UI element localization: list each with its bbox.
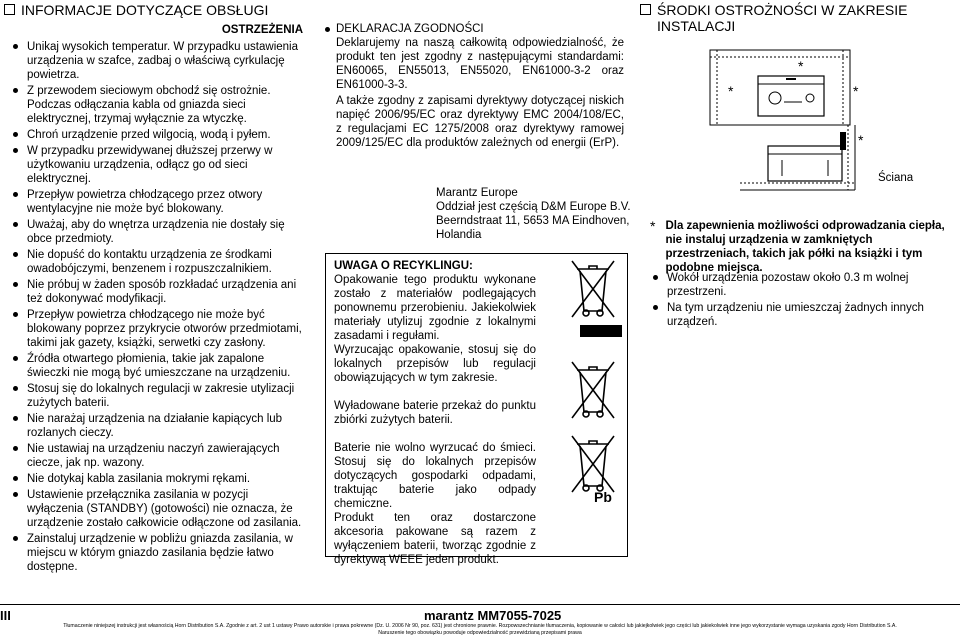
asterisk-mark: *	[728, 83, 734, 99]
installation-list	[650, 271, 956, 329]
list-item: Nie dotykaj kabla zasilania mokrymi rękami.	[10, 472, 306, 486]
recycling-paragraph: Wyrzucając opakowanie, stosuj się do lokalnych przepisów lub regulacji obowiązujących w tym zakresie.	[334, 344, 536, 384]
installation-diagram	[700, 40, 920, 215]
list-item: Ustawienie przełącznika zasilania w pozycji wyłączenia (STANDBY) (gotowości) nie oznacza, że urządzenie zostało całkowicie odłączone od zasilania.	[10, 488, 306, 530]
declaration-paragraph: A także zgodny z zapisami dyrektywy dotyczącej niskich napięć 2006/95/EC oraz dyrektywy EMC 2004/108/EC, z regulacjami EC 1275/2008 oraz dyrektywy ramowej 2009/125/EC dla produktów zależnych od energii (ErP).	[336, 95, 624, 149]
list-item: Na tym urządzeniu nie umieszczaj żadnych innych urządzeń.	[650, 301, 956, 329]
footer-divider	[0, 604, 960, 605]
pb-label: Pb	[594, 489, 612, 505]
list-item: W przypadku przewidywanej dłuższej przerwy w użytkowaniu urządzenia, odłącz go od sieci elektrycznej.	[10, 144, 306, 186]
address-line: Oddział jest częścią D&M Europe B.V.	[436, 201, 631, 213]
asterisk-mark: *	[798, 58, 804, 74]
wall-label: Ściana	[878, 172, 914, 184]
heading-line: ŚRODKI OSTROŻNOŚCI W ZAKRESIE	[657, 2, 908, 18]
checkbox-icon	[4, 4, 15, 15]
list-item: Przepływ powietrza chłodzącego nie może być blokowany poprzez przykrycie otworów przedmiotami, takimi jak gazety, książki, serwetki czy zasłony.	[10, 308, 306, 350]
list-item: Chroń urządzenie przed wilgocią, wodą i pyłem.	[10, 128, 306, 142]
note-text: Dla zapewnienia możliwości odprowadzania ciepła, nie instaluj urządzenia w zamkniętych przestrzeniach, takich jak półki na książki i tym podobne miejsca.	[665, 220, 945, 274]
list-item: Z przewodem sieciowym obchodź się ostrożnie. Podczas odłączania kabla od gniazda sieci elektrycznej, trzymaj wyłącznie za wtyczkę.	[10, 84, 306, 126]
list-item: Źródła otwartego płomienia, takie jak zapalone świeczki nie mogą być umieszczane na urządzeniu.	[10, 352, 306, 380]
warnings-title: OSTRZEŻENIA	[221, 24, 303, 36]
installation-list-wrap	[650, 271, 956, 331]
section-heading-operation	[4, 2, 268, 18]
recycling-paragraph: Produkt ten oraz dostarczone akcesoria pakowane są razem z wyłączeniem baterii, tworząc zgodnie z dyrektywą WEEE jeden produkt.	[334, 512, 536, 566]
heading-text	[657, 2, 907, 34]
warnings-list	[10, 40, 306, 574]
model-name: marantz MM7055-7025	[424, 608, 562, 623]
list-item: Nie próbuj w żaden sposób rozkładać urządzenia ani też dokonywać modyfikacji.	[10, 278, 306, 306]
list-item: Nie narażaj urządzenia na działanie kapiących lub rozlanych cieczy.	[10, 412, 306, 440]
recycling-text	[334, 259, 536, 567]
company-address	[436, 186, 636, 242]
crossed-bin-icon	[568, 356, 620, 422]
declaration-text	[322, 36, 624, 150]
page-number: III	[0, 608, 11, 623]
list-item: Unikaj wysokich temperatur. W przypadku ustawienia urządzenia w szafce, zadbaj o właściwą cyrkulację powietrza.	[10, 40, 306, 82]
list-item: Wokół urządzenia pozostaw około 0.3 m wolnej przestrzeni.	[650, 271, 956, 299]
recycling-paragraph: Wyładowane baterie przekaż do punktu zbiórki zużytych baterii.	[334, 400, 536, 426]
address-line: Marantz Europe	[436, 187, 518, 199]
declaration-heading	[322, 22, 624, 36]
recycling-paragraph: Opakowanie tego produktu wykonane zostało z materiałów podlegających ponownemu przerobieniu. Jakiekolwiek materiały utylizuj zgodnie z lokalnymi zasadami i regułami.	[334, 274, 536, 342]
asterisk-mark: *	[858, 132, 864, 148]
warnings-column	[10, 24, 306, 576]
installation-note	[650, 219, 956, 275]
list-item: Przepływ powietrza chłodzącego przez otwory wentylacyjne nie może być blokowany.	[10, 188, 306, 216]
recycling-title: UWAGA O RECYKLINGU:	[334, 260, 473, 272]
list-item: Stosuj się do lokalnych regulacji w zakresie utylizacji zużytych baterii.	[10, 382, 306, 410]
list-item: Nie ustawiaj na urządzeniu naczyń zawierających ciecze, jak np. wazony.	[10, 442, 306, 470]
recycling-paragraph: Baterie nie wolno wyrzucać do śmieci. Stosuj się do lokalnych przepisów dotyczących gospodarki odpadami, traktując baterie jako odpady chemiczne.	[334, 442, 536, 510]
heading-text: INFORMACJE DOTYCZĄCE OBSŁUGI	[21, 2, 269, 18]
crossed-bin-icon	[568, 253, 620, 321]
list-item: Nie dopuść do kontaktu urządzenia ze środkami owadobójczymi, benzenem i rozpuszczalnikiem.	[10, 248, 306, 276]
declaration-paragraph: Deklarujemy na naszą całkowitą odpowiedzialność, że produkt ten jest zgodny z następującymi standardami: EN60065, EN55013, EN55020, EN61000-3-2 oraz EN61000-3-3.	[336, 37, 624, 91]
list-item: Zainstaluj urządzenie w pobliżu gniazda zasilania, w miejscu w którym gniazdo zasilania będzie łatwo dostępne.	[10, 532, 306, 574]
copyright-line: Tłumaczenie niniejszej instrukcji jest własnością Horn Distribution S.A. Zgodnie z art. 2 ust 1 ustawy Prawo autorskie i prawa pokrewne (Dz. U. 2006 Nr 90, poz. 631) jest chronione prawnie. Rozpowszechnianie tłumaczenia, kopiowanie w całości lub jakiejkolwiek jego części lub jakiekolwiek inne jego wykorzystanie wymaga uzyskania zgody Horn Distribution S.A.	[63, 623, 897, 629]
asterisk-mark: *	[853, 83, 859, 99]
copyright-line: Naruszenie tego obowiązku powoduje odpowiedzialność przewidzianą przepisami prawa	[378, 629, 582, 636]
checkbox-icon	[640, 4, 651, 15]
note-asterisk: *	[650, 218, 656, 234]
weee-bar-icon	[580, 325, 622, 337]
heading-line: INSTALACJI	[657, 18, 736, 34]
address-line: Beerndstraat 11, 5653 MA Eindhoven,	[436, 215, 630, 227]
section-heading-installation	[640, 2, 907, 34]
list-item: Uważaj, aby do wnętrza urządzenia nie dostały się obce przedmioty.	[10, 218, 306, 246]
declaration-section	[322, 22, 624, 152]
address-line: Holandia	[436, 229, 482, 241]
copyright-notice	[0, 623, 960, 636]
bullet-icon	[325, 27, 330, 32]
declaration-title: DEKLARACJA ZGODNOŚCI	[336, 23, 484, 35]
